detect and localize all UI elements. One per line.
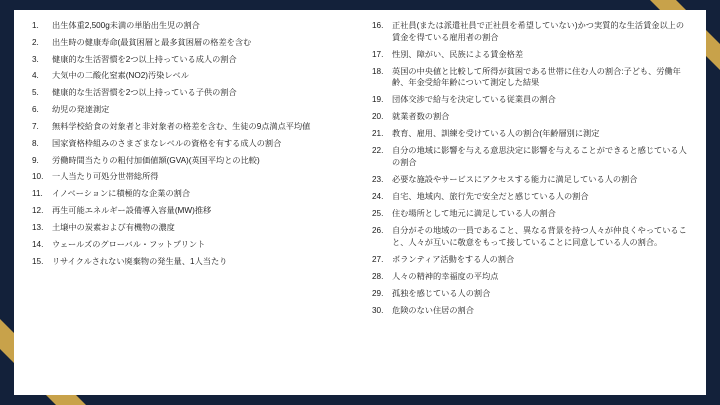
list-item bbox=[366, 271, 694, 283]
list-item-number: 24. bbox=[372, 192, 384, 202]
list-item-text: 危険のない住居の割合 bbox=[392, 306, 474, 315]
list-item bbox=[26, 54, 354, 66]
list-item bbox=[26, 121, 354, 133]
list-item bbox=[26, 171, 354, 183]
list-item-number: 30. bbox=[372, 306, 384, 315]
list-item-number: 23. bbox=[372, 175, 384, 185]
list-item-text: 自分の地域に影響を与える意思決定に影響を与えることができると感じている人の割合 bbox=[392, 146, 687, 168]
list-item-number: 3. bbox=[32, 54, 39, 64]
list-item-number: 2. bbox=[32, 37, 39, 47]
list-item-text: 再生可能エネルギー設備導入容量(MW)推移 bbox=[52, 206, 212, 216]
list-item-number: 6. bbox=[32, 105, 39, 115]
list-item-text: 団体交渉で給与を決定している従業員の割合 bbox=[392, 95, 556, 105]
list-item-text: 孤独を感じている人の割合 bbox=[392, 288, 491, 298]
list-item-number: 26. bbox=[372, 226, 384, 236]
list-item-number: 8. bbox=[32, 138, 39, 148]
list-item bbox=[26, 239, 354, 251]
list-item bbox=[26, 155, 354, 167]
list-item-number: 1. bbox=[32, 21, 39, 30]
list-item-text: 性別、障がい、民族による賃金格差 bbox=[392, 49, 524, 59]
list-item-number: 28. bbox=[372, 271, 384, 281]
list-item-text: 必要な施設やサービスにアクセスする能力に満足している人の割合 bbox=[392, 175, 638, 185]
list-item-number: 14. bbox=[32, 239, 44, 249]
list-item-text: 人々の精神的幸福度の平均点 bbox=[392, 271, 499, 281]
list-item bbox=[366, 191, 694, 203]
indicator-list-right bbox=[366, 20, 694, 317]
left-column bbox=[20, 20, 360, 389]
list-item bbox=[26, 138, 354, 150]
list-item bbox=[26, 70, 354, 82]
list-item-number: 10. bbox=[32, 172, 44, 182]
list-item bbox=[26, 205, 354, 217]
list-item-text: 自宅、地域内、旅行先で安全だと感じている人の割合 bbox=[392, 192, 589, 202]
list-item bbox=[366, 225, 694, 248]
list-item-text: 自分がその地域の一員であること、異なる背景を持つ人々が仲良くやっていること、人々が互いに敬意をもって接していることに同意している人の割合。 bbox=[392, 226, 687, 247]
list-item bbox=[366, 288, 694, 300]
list-item bbox=[26, 87, 354, 99]
list-item-text: 出生時の健康寿命(最貧困層と最多貧困層の格差を含む bbox=[52, 37, 252, 47]
list-item-number: 11. bbox=[32, 189, 43, 199]
list-item-text: 労働時間当たりの粗付加価値額(GVA)(英国平均との比較) bbox=[52, 155, 260, 165]
list-item-number: 4. bbox=[32, 71, 39, 81]
list-item-text: 教育、雇用、訓練を受けている人の割合(年齢層別に測定 bbox=[392, 129, 600, 139]
list-item-number: 19. bbox=[372, 95, 384, 105]
list-item-text: 就業者数の割合 bbox=[392, 112, 450, 122]
list-item bbox=[366, 305, 694, 317]
right-column bbox=[360, 20, 700, 389]
list-item-number: 9. bbox=[32, 155, 39, 165]
list-item bbox=[366, 49, 694, 61]
list-item bbox=[26, 20, 354, 32]
content-panel bbox=[14, 10, 706, 395]
list-item-text: イノベーションに積極的な企業の割合 bbox=[52, 189, 191, 199]
list-item-number: 5. bbox=[32, 88, 39, 98]
list-item-text: 正社員(または派遣社員で正社員を希望していない)かつ実質的な生活賃金以上の賃金を得ている雇用者の割合 bbox=[392, 21, 685, 42]
list-item-text: リサイクルされない廃棄物の発生量、1人当たり bbox=[52, 256, 228, 266]
list-item-text: 英国の中央値と比較して所得が貧困である世帯に住む人の割合:子ども、労働年齢、年金受給年齢について測定した結果 bbox=[392, 66, 681, 88]
list-item-number: 27. bbox=[372, 254, 384, 264]
list-item-text: 大気中の二酸化窒素(NO2)汚染レベル bbox=[52, 71, 189, 81]
list-item-text: 健康的な生活習慣を2つ以上持っている子供の割合 bbox=[52, 88, 237, 98]
list-item-number: 7. bbox=[32, 121, 39, 131]
list-item-number: 20. bbox=[372, 112, 384, 122]
list-item-number: 17. bbox=[372, 49, 384, 59]
list-item bbox=[26, 188, 354, 200]
list-item-number: 18. bbox=[372, 66, 384, 76]
list-item bbox=[366, 66, 694, 89]
list-item-number: 21. bbox=[372, 129, 384, 139]
list-item-text: 幼児の発達測定 bbox=[52, 105, 110, 115]
list-item bbox=[366, 145, 694, 168]
list-item-text: 一人当たり可処分世帯総所得 bbox=[52, 172, 159, 182]
list-item-number: 16. bbox=[372, 21, 384, 30]
list-item-number: 29. bbox=[372, 288, 384, 298]
list-item-number: 13. bbox=[32, 222, 44, 232]
list-item-text: ウェールズのグローバル・フットプリント bbox=[52, 239, 206, 249]
list-item bbox=[26, 256, 354, 268]
list-item-number: 12. bbox=[32, 206, 44, 216]
list-item bbox=[366, 208, 694, 220]
list-item-text: ボランティア活動をする人の割合 bbox=[392, 254, 515, 264]
list-item bbox=[26, 37, 354, 49]
list-item bbox=[366, 128, 694, 140]
list-item bbox=[366, 20, 694, 43]
list-item-text: 土壌中の炭素および有機物の濃度 bbox=[52, 222, 175, 232]
list-item-text: 無料学校給食の対象者と非対象者の格差を含む、生徒の9点満点平均値 bbox=[52, 121, 311, 131]
indicator-list-left bbox=[26, 20, 354, 267]
list-item bbox=[26, 222, 354, 234]
list-item bbox=[366, 254, 694, 266]
list-item-number: 25. bbox=[372, 209, 384, 219]
list-item bbox=[366, 94, 694, 106]
list-item-text: 住む場所として地元に満足している人の割合 bbox=[392, 209, 556, 219]
list-item bbox=[26, 104, 354, 116]
list-item bbox=[366, 111, 694, 123]
list-item-text: 出生体重2,500g未満の単胎出生児の割合 bbox=[52, 21, 200, 30]
list-item-text: 国家資格枠組みのさまざまなレベルの資格を有する成人の割合 bbox=[52, 138, 282, 148]
list-item-text: 健康的な生活習慣を2つ以上持っている成人の割合 bbox=[52, 54, 237, 64]
list-item bbox=[366, 174, 694, 186]
list-item-number: 22. bbox=[372, 146, 384, 156]
list-item-number: 15. bbox=[32, 256, 44, 266]
